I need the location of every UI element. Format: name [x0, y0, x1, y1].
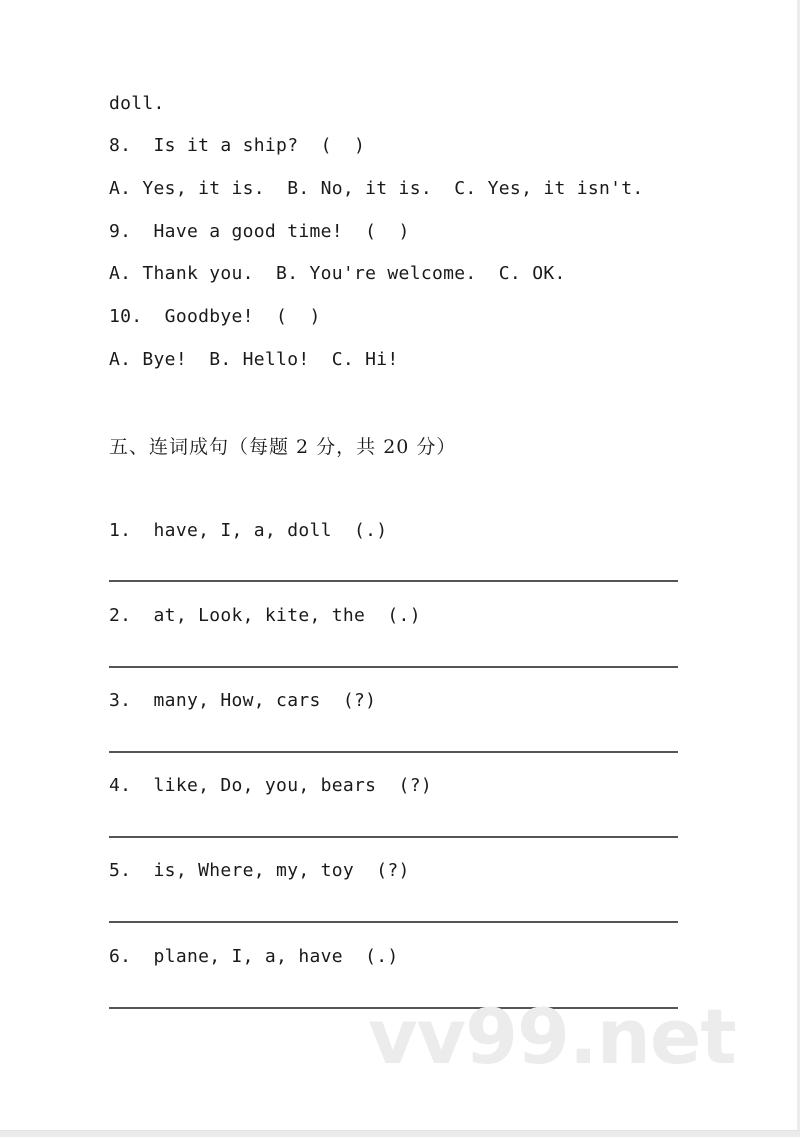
answer-line-3[interactable] — [109, 751, 678, 753]
question-8-options: A. Yes, it is. B. No, it is. C. Yes, it isn't. — [109, 178, 644, 199]
previous-question-tail: doll. — [109, 93, 165, 114]
answer-line-5[interactable] — [109, 921, 678, 923]
watermark: vv99.net — [368, 992, 736, 1081]
question-10-options: A. Bye! B. Hello! C. Hi! — [109, 349, 399, 370]
sentence-item-2: 2. at, Look, kite, the (.) — [109, 605, 421, 626]
section-5-title: 五、连词成句（每题 2 分，共 20 分） — [109, 436, 457, 458]
sentence-item-1: 1. have, I, a, doll (.) — [109, 520, 388, 541]
sentence-item-3: 3. many, How, cars (?) — [109, 690, 377, 711]
question-9-options: A. Thank you. B. You're welcome. C. OK. — [109, 263, 566, 284]
question-10: 10. Goodbye! ( ) — [109, 306, 321, 327]
page-bottom-edge — [0, 1130, 800, 1137]
question-9: 9. Have a good time! ( ) — [109, 221, 410, 242]
answer-line-2[interactable] — [109, 666, 678, 668]
question-8: 8. Is it a ship? ( ) — [109, 135, 366, 156]
answer-line-1[interactable] — [109, 580, 678, 582]
sentence-item-6: 6. plane, I, a, have (.) — [109, 946, 399, 967]
sentence-item-5: 5. is, Where, my, toy (?) — [109, 860, 410, 881]
answer-line-4[interactable] — [109, 836, 678, 838]
sentence-item-4: 4. like, Do, you, bears (?) — [109, 775, 432, 796]
